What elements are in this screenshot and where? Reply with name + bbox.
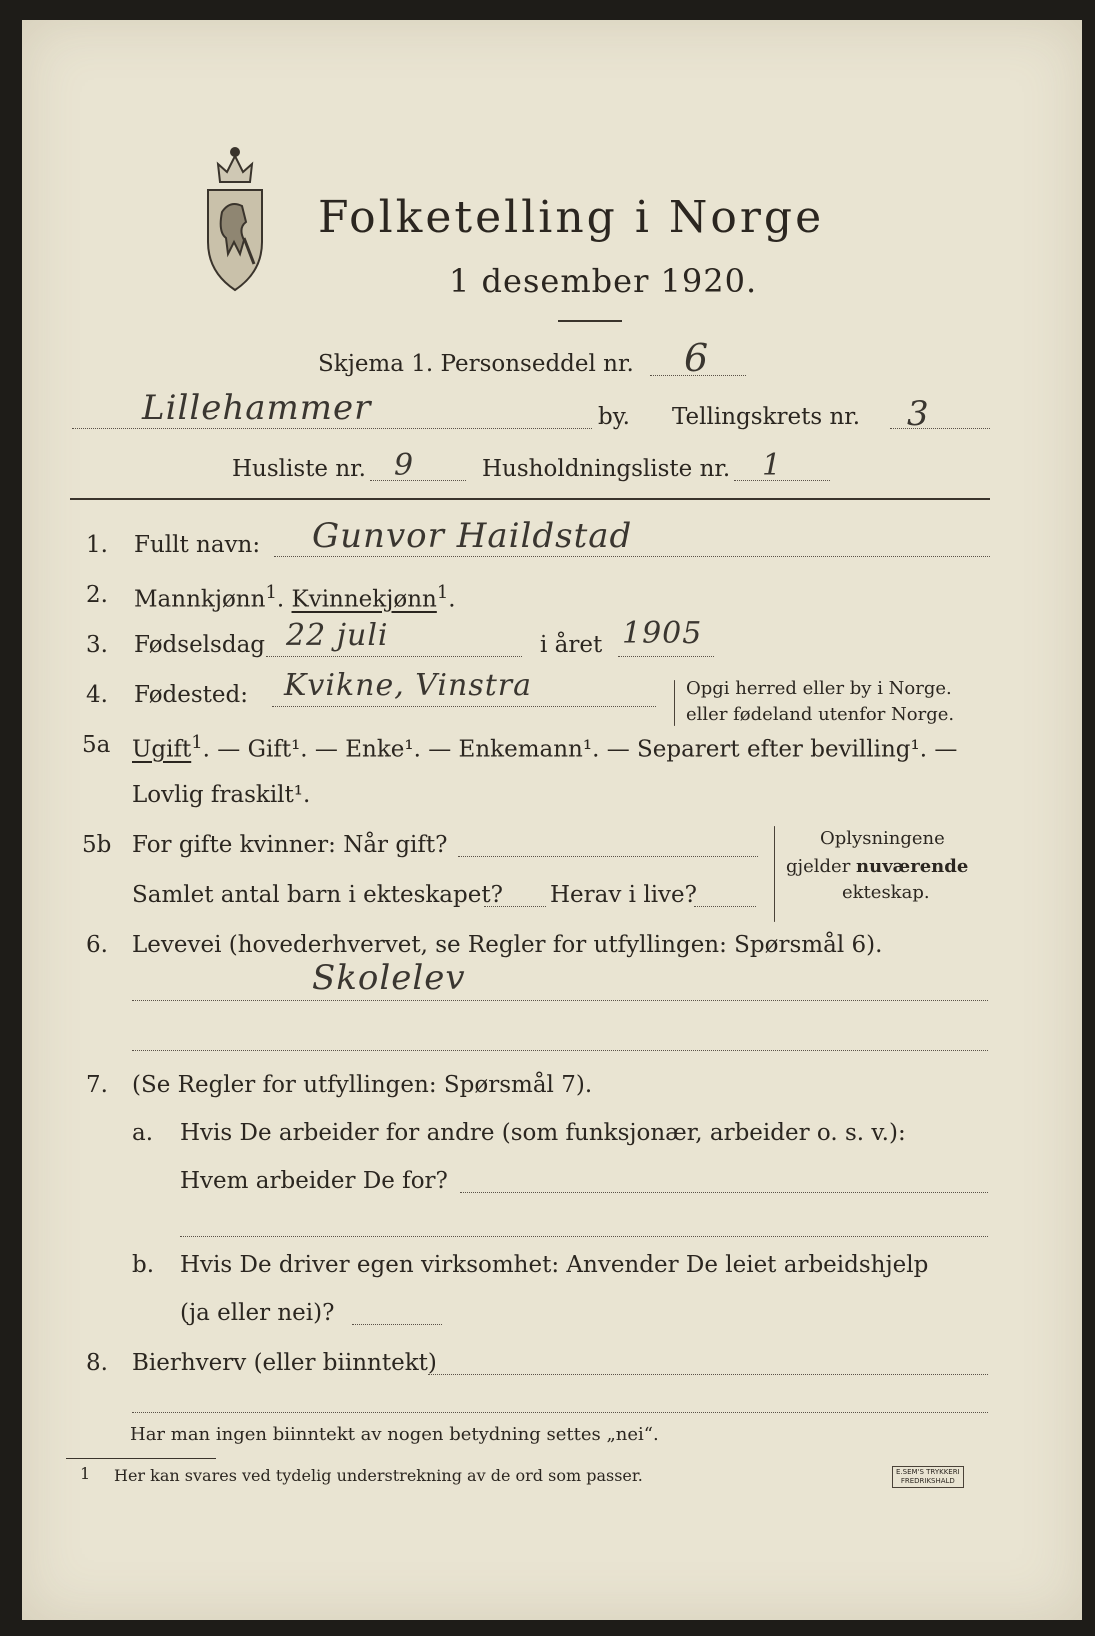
footnote-mark: 1 (80, 1464, 91, 1483)
norwegian-coat-of-arms-icon (200, 142, 270, 292)
q2-number: 2. (86, 582, 108, 608)
q7a-line-1: Hvis De arbeider for andre (som funksjonær, arbeider o. s. v.): (180, 1120, 906, 1146)
footnote-ref: 1 (191, 732, 203, 753)
q7a-line-2: Hvem arbeider De for? (180, 1168, 448, 1194)
q3-label: Fødselsdag (134, 632, 266, 658)
footnote-divider (66, 1458, 216, 1459)
birthplace-field-line (272, 706, 656, 707)
city-field-line (72, 428, 592, 429)
schema-label: Skjema 1. Personseddel nr. (318, 351, 634, 377)
tellingskrets-label: Tellingskrets nr. (672, 404, 861, 430)
husliste-number[interactable]: 9 (394, 448, 415, 483)
census-date: 1 desember 1920. (449, 262, 758, 300)
married-when-field-line (458, 856, 758, 857)
city-name[interactable]: Lillehammer (142, 388, 372, 428)
q3-number: 3. (86, 632, 108, 658)
tellingskrets-field-line (890, 428, 990, 429)
children-alive-label: Herav i live? (550, 882, 697, 908)
children-total-field-line (484, 906, 546, 907)
full-name-value[interactable]: Gunvor Haildstad (312, 516, 633, 556)
marriage-note-2a: gjelder (786, 856, 851, 877)
full-name-field-line (274, 556, 990, 557)
option-lovlig-fraskilt[interactable]: Lovlig fraskilt¹. (132, 782, 311, 808)
q2-options: Mannkjønn$^1$. Kvinnekjønn$^1$. (134, 582, 456, 613)
husholdningsliste-number[interactable]: 1 (762, 448, 783, 483)
printer-stamp-line-2: FREDRIKSHALD (900, 1477, 955, 1485)
q8-label: Bierhverv (eller biinntekt) (132, 1350, 437, 1376)
q1-label: Fullt navn: (134, 532, 261, 558)
q7b-line-1: Hvis De driver egen virksomhet: Anvender De leiet arbeidshjelp (180, 1252, 929, 1278)
q8-number: 8. (86, 1350, 108, 1376)
option-ugift[interactable]: Ugift (132, 736, 192, 763)
birthplace-note-2: eller fødeland utenfor Norge. (686, 704, 955, 725)
personseddel-number[interactable]: 6 (684, 336, 710, 380)
birthday-field-line (266, 656, 522, 657)
birthplace-note-brace (674, 680, 675, 726)
employer-field-line-1 (460, 1192, 988, 1193)
footnote-ref: 1 (265, 582, 277, 603)
q7-number: 7. (86, 1072, 108, 1098)
birthplace-value[interactable]: Kvikne, Vinstra (284, 668, 533, 703)
employer-field-line-2 (180, 1236, 988, 1237)
marriage-note-1: Oplysningene (820, 828, 945, 849)
occupation-value[interactable]: Skolelev (312, 958, 466, 998)
birthplace-note-1: Opgi herred eller by i Norge. (686, 678, 952, 699)
husliste-label: Husliste nr. (232, 456, 366, 482)
occupation-field-line-1 (132, 1000, 988, 1001)
birth-year-value[interactable]: 1905 (622, 616, 703, 651)
marriage-note-2 (786, 856, 968, 877)
q4-label: Fødested: (134, 682, 249, 708)
birth-year-field-line (618, 656, 714, 657)
husliste-field-line (370, 480, 466, 481)
q6-label: Levevei (hovederhvervet, se Regler for utfyllingen: Spørsmål 6). (132, 932, 883, 958)
q7b-line-2: (ja eller nei)? (180, 1300, 335, 1326)
q7b-letter: b. (132, 1252, 155, 1278)
occupation-field-line-2 (132, 1050, 988, 1051)
side-income-note: Har man ingen biinntekt av nogen betydning settes „nei“. (130, 1424, 659, 1445)
q5a-number: 5a (82, 732, 111, 758)
title-divider (558, 320, 622, 322)
side-income-field-line-2 (132, 1412, 988, 1413)
option-kvinnekjonn[interactable]: Kvinnekjønn (291, 586, 437, 613)
q7a-letter: a. (132, 1120, 154, 1146)
printer-stamp-line-1: E.SEM'S TRYKKERI (896, 1468, 960, 1476)
tellingskrets-number[interactable]: 3 (907, 394, 930, 434)
children-alive-field-line (694, 906, 756, 907)
marriage-note-brace (774, 826, 775, 922)
by-label: by. (598, 404, 630, 430)
printer-stamp (892, 1466, 964, 1488)
marital-status-options: Ugift$^1$. — Gift¹. — Enke¹. — Enkemann¹. — Separert efter bevilling¹. — (132, 732, 958, 763)
birthday-value[interactable]: 22 juli (286, 618, 389, 653)
footnote-text: Her kan svares ved tydelig understrekning av de ord som passer. (114, 1466, 643, 1485)
hired-help-field-line (352, 1324, 442, 1325)
children-total-label: Samlet antal barn i ekteskapet? (132, 882, 503, 908)
marital-status-other-options[interactable]: — Gift¹. — Enke¹. — Enkemann¹. — Separert efter bevilling¹. — (209, 736, 958, 763)
husholdningsliste-label: Husholdningsliste nr. (482, 456, 731, 482)
option-mannkjonn[interactable]: Mannkjønn (134, 586, 266, 613)
footnote-ref: 1 (436, 582, 449, 603)
header-separator (70, 498, 990, 500)
q1-number: 1. (86, 532, 108, 558)
marriage-note-3: ekteskap. (842, 882, 930, 903)
married-when-label: For gifte kvinner: Når gift? (132, 832, 448, 858)
census-form-page (22, 20, 1082, 1620)
marriage-note-2b: nuværende (856, 856, 969, 877)
form-title: Folketelling i Norge (318, 192, 825, 243)
q7-label: (Se Regler for utfyllingen: Spørsmål 7). (132, 1072, 593, 1098)
year-label: i året (540, 632, 603, 658)
q6-number: 6. (86, 932, 108, 958)
side-income-field-line-1 (428, 1374, 988, 1375)
q4-number: 4. (86, 682, 108, 708)
q5b-number: 5b (82, 832, 112, 858)
